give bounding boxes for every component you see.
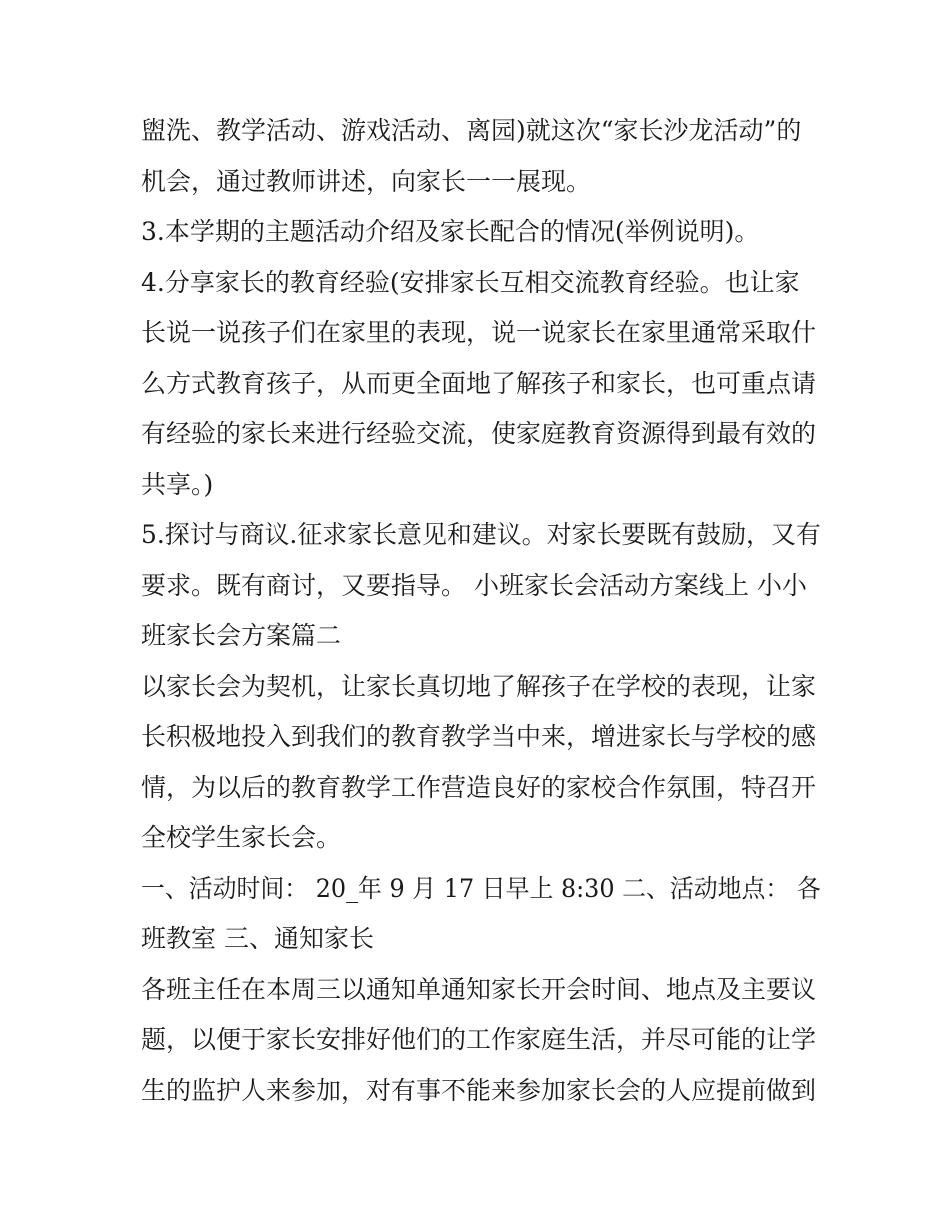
text-line: 要求。既有商讨，又要指导。 小班家长会活动方案线上 小小 [141, 570, 807, 600]
text-line: 情，为以后的教育教学工作营造良好的家校合作氛围，特召开 [141, 772, 817, 802]
text-line: 班教室 三、通知家长 [141, 924, 374, 953]
text-line: 盥洗、教学活动、游戏活动、离园)就这次“家长沙龙活动”的 [141, 116, 802, 145]
text-line: 长积极地投入到我们的教育教学当中来，增进家长与学校的感 [141, 722, 817, 751]
text-line: 机会，通过教师讲述，向家长一一展现。 [141, 166, 592, 196]
document-body [141, 106, 821, 1116]
text-line: 么方式教育孩子，从而更全面地了解孩子和家长，也可重点请 [141, 368, 817, 398]
text-line: 生的监护人来参加，对有事不能来参加家长会的人应提前做到 [141, 1075, 817, 1105]
text-line: 有经验的家长来进行经验交流，使家庭教育资源得到最有效的 [141, 419, 817, 448]
text-line: 班家长会方案篇二 [141, 621, 342, 650]
text-line: 4.分享家长的教育经验(安排家长互相交流教育经验。也让家 [141, 267, 800, 297]
text-line: 全校学生家长会。 [141, 823, 342, 852]
text-line: 长说一说孩子们在家里的表现，说一说家长在家里通常采取什 [141, 318, 817, 347]
text-line: 共享。) [141, 469, 214, 499]
text-line: 3.本学期的主题活动介绍及家长配合的情况(举例说明)。 [141, 217, 760, 246]
text-line: 以家长会为契机，让家长真切地了解孩子在学校的表现，让家 [141, 671, 817, 701]
text-line: 一、活动时间： 20_年 9 月 17 日早上 8:30 二、活动地点： 各 [141, 873, 821, 903]
text-line: 各班主任在本周三以通知单通知家长开会时间、地点及主要议 [141, 974, 817, 1004]
text-line: 题，以便于家长安排好他们的工作家庭生活，并尽可能的让学 [141, 1025, 817, 1054]
text-line: 5.探讨与商议.征求家长意见和建议。对家长要既有鼓励，又有 [141, 520, 821, 549]
